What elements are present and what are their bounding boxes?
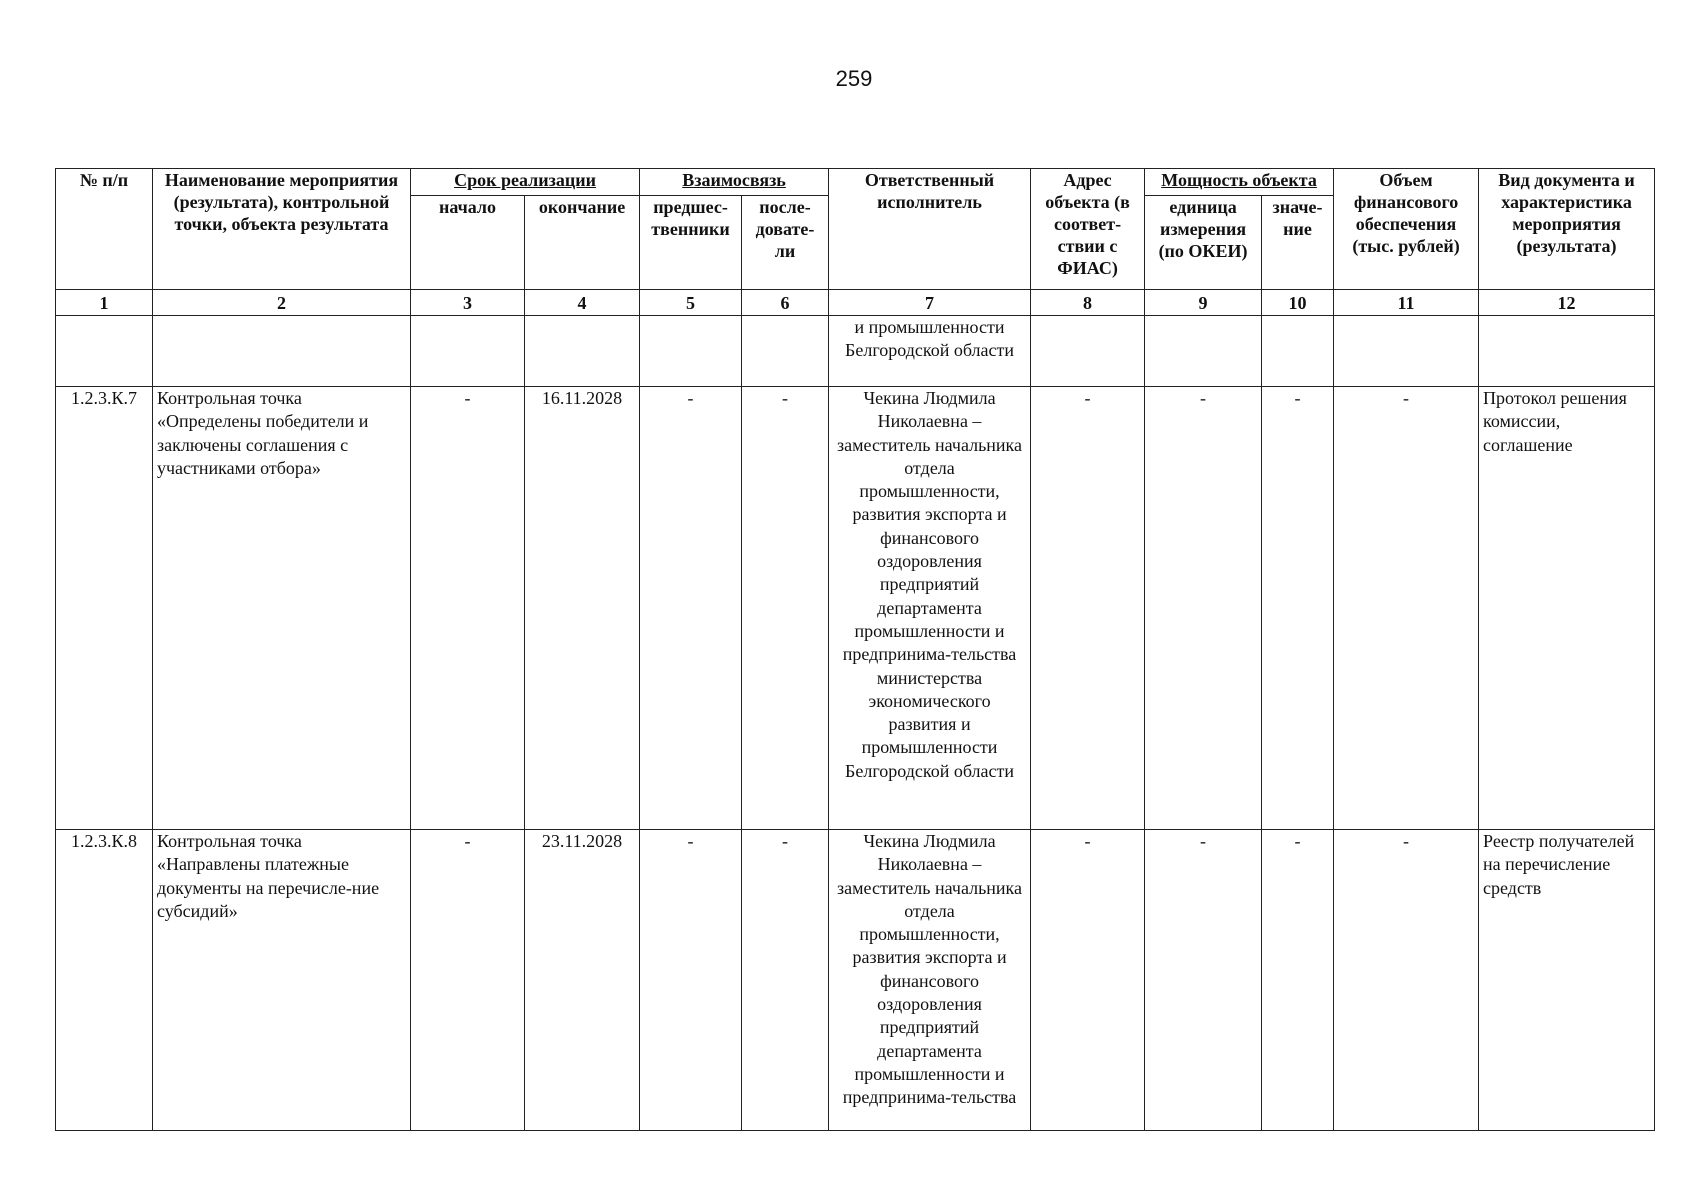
cell-next <box>742 316 829 387</box>
cell-address: - <box>1031 387 1145 830</box>
cell-start <box>411 316 525 387</box>
header-capacity-unit: единица измерения (по ОКЕИ) <box>1145 196 1262 290</box>
header-link-prev: предшес-твенники <box>640 196 742 290</box>
header-link: Взаимосвязь <box>640 169 829 196</box>
cell-prev: - <box>640 387 742 830</box>
header-address: Адрес объекта (в соответ-ствии с ФИАС) <box>1031 169 1145 290</box>
cell-end: 23.11.2028 <box>525 830 640 1131</box>
table-row <box>56 830 1655 1131</box>
cell-value: - <box>1262 387 1334 830</box>
column-number: 3 <box>411 290 525 316</box>
header-responsible: Ответственный исполнитель <box>829 169 1031 290</box>
cell-num: 1.2.3.К.8 <box>56 830 153 1131</box>
header-term-end: окончание <box>525 196 640 290</box>
header-num: № п/п <box>56 169 153 290</box>
cell-prev <box>640 316 742 387</box>
cell-start: - <box>411 387 525 830</box>
column-number: 2 <box>153 290 411 316</box>
cell-doc: Реестр получателей на перечисление средств <box>1479 830 1655 1131</box>
cell-end <box>525 316 640 387</box>
header-doc-type: Вид документа и характеристика мероприятия (результата) <box>1479 169 1655 290</box>
column-numbers-row <box>56 290 1655 316</box>
cell-start: - <box>411 830 525 1131</box>
header-term: Срок реализации <box>411 169 640 196</box>
header-finance: Объем финансового обеспечения (тыс. рублей) <box>1334 169 1479 290</box>
cell-doc <box>1479 316 1655 387</box>
cell-responsible: Чекина Людмила Николаевна – заместитель начальника отдела промышленности, развития экспорта и финансового оздоровления предприятий департамента промышленности и предпринима-тельства <box>829 830 1031 1131</box>
header-link-next: после-довате-ли <box>742 196 829 290</box>
column-number: 9 <box>1145 290 1262 316</box>
column-number: 7 <box>829 290 1031 316</box>
cell-end: 16.11.2028 <box>525 387 640 830</box>
cell-finance <box>1334 316 1479 387</box>
column-number: 5 <box>640 290 742 316</box>
cell-unit: - <box>1145 387 1262 830</box>
cell-name: Контрольная точка «Определены победители и заключены соглашения с участниками отбора» <box>153 387 411 830</box>
cell-num: 1.2.3.К.7 <box>56 387 153 830</box>
column-number: 10 <box>1262 290 1334 316</box>
cell-address: - <box>1031 830 1145 1131</box>
header-capacity-value: значе-ние <box>1262 196 1334 290</box>
plan-table <box>55 168 1655 1131</box>
cell-unit: - <box>1145 830 1262 1131</box>
cell-doc: Протокол решения комиссии, соглашение <box>1479 387 1655 830</box>
page-number: 259 <box>835 66 873 91</box>
table-row <box>56 316 1655 387</box>
cell-responsible: и промышленности Белгородской области <box>829 316 1031 387</box>
column-number: 4 <box>525 290 640 316</box>
table-header <box>56 169 1655 316</box>
column-number: 6 <box>742 290 829 316</box>
cell-prev: - <box>640 830 742 1131</box>
cell-finance: - <box>1334 830 1479 1131</box>
column-number: 12 <box>1479 290 1655 316</box>
column-number: 8 <box>1031 290 1145 316</box>
header-term-start: начало <box>411 196 525 290</box>
cell-value: - <box>1262 830 1334 1131</box>
cell-next: - <box>742 830 829 1131</box>
cell-address <box>1031 316 1145 387</box>
cell-responsible: Чекина Людмила Николаевна – заместитель начальника отдела промышленности, развития экспорта и финансового оздоровления предприятий департамента промышленности и предпринима-тельства министерства экономического развития и промышленности Белгородской области <box>829 387 1031 830</box>
cell-name: Контрольная точка «Направлены платежные документы на перечисле-ние субсидий» <box>153 830 411 1131</box>
cell-num <box>56 316 153 387</box>
cell-unit <box>1145 316 1262 387</box>
cell-value <box>1262 316 1334 387</box>
column-number: 11 <box>1334 290 1479 316</box>
column-number: 1 <box>56 290 153 316</box>
table-row <box>56 387 1655 830</box>
cell-name <box>153 316 411 387</box>
cell-next: - <box>742 387 829 830</box>
header-capacity: Мощность объекта <box>1145 169 1334 196</box>
header-name: Наименование мероприятия (результата), контрольной точки, объекта результата <box>153 169 411 290</box>
cell-finance: - <box>1334 387 1479 830</box>
